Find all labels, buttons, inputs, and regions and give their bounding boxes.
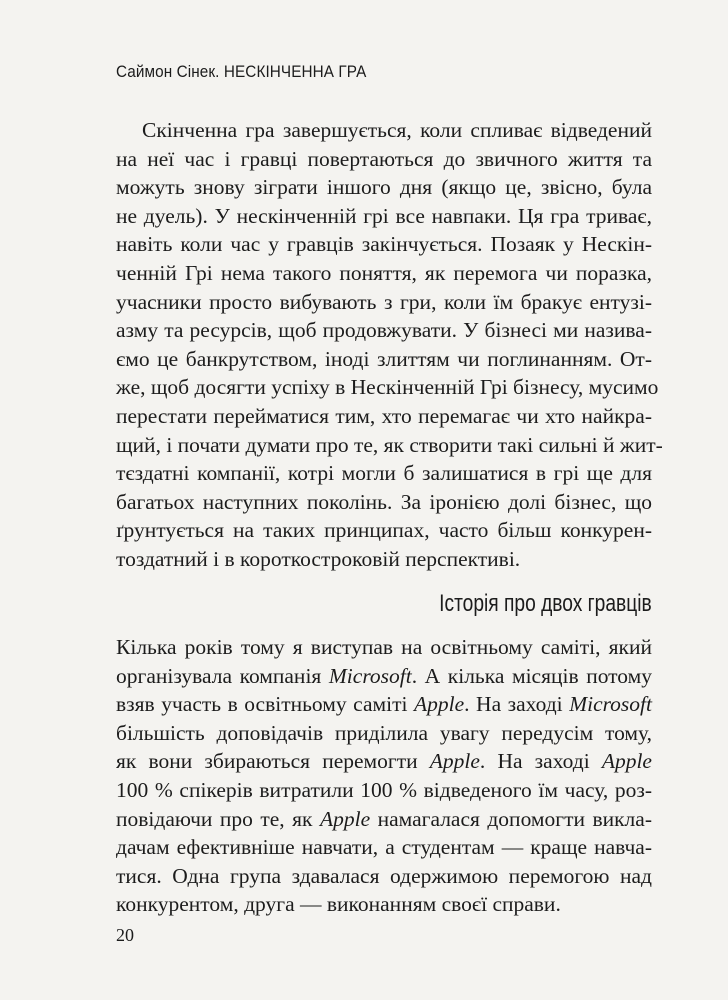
- text-segment: більшість доповідачів приділила увагу передусім тому,: [116, 720, 652, 745]
- text-segment: . А кілька місяців потому: [411, 663, 652, 688]
- text-segment: конкурентом, друга — виконанням своєї справи.: [116, 892, 561, 917]
- text-line: [116, 805, 652, 834]
- text-line: навіть коли час у гравців закінчується. Позаяк у Нескін-: [116, 232, 652, 257]
- text-line: [116, 633, 652, 662]
- text-segment: . На заході: [464, 692, 570, 717]
- section-heading: Історія про двох гравців: [439, 590, 652, 617]
- emphasized-term: Apple: [601, 749, 652, 774]
- text-line: на неї час і гравці повертаються до звичного життя та: [116, 146, 652, 171]
- emphasized-term: Apple: [413, 692, 465, 717]
- text-line: учасники просто вибувають з гри, коли їм бракує ентузі-: [116, 289, 652, 314]
- text-segment: . На заході: [479, 749, 602, 774]
- text-line: ємо це банкрутством, іноді злиттям чи поглинанням. От-: [116, 346, 652, 371]
- emphasized-term: Apple: [319, 806, 371, 831]
- text-line: [116, 662, 652, 691]
- text-line: [116, 862, 652, 891]
- text-segment: тися. Одна група здавалася одержимою перемогою над: [116, 863, 652, 888]
- text-line: перестати перейматися тим, хто перемагає чи хто найкра-: [116, 403, 652, 428]
- text-line: [116, 747, 652, 776]
- text-line: [116, 690, 652, 719]
- emphasized-term: Microsoft: [328, 663, 412, 688]
- text-segment: взяв участь в освітньому саміті: [116, 692, 414, 717]
- text-segment: дачам ефективніше навчати, а студентам — краще навча-: [116, 835, 652, 860]
- body-paragraph-1: [116, 116, 663, 574]
- text-line: [116, 776, 652, 805]
- text-line: щий, і почати думати про те, як створити такі сильні й жит-: [116, 432, 663, 457]
- text-line: же, щоб досягти успіху в Нескінченній Грі бізнесу, мусимо: [116, 375, 659, 400]
- text-segment: намагалася допомогти викла-: [370, 806, 652, 831]
- text-line: не дуель). У нескінченній грі все навпаки. Ця гра триває,: [116, 203, 652, 228]
- text-line: [116, 719, 652, 748]
- text-segment: як вони збираються перемогти: [116, 749, 430, 774]
- text-line: азму та ресурсів, щоб продовжувати. У бізнесі ми назива-: [116, 318, 652, 343]
- text-line: Скінченна гра завершується, коли спливає відведений: [142, 118, 652, 142]
- text-line: [116, 890, 652, 919]
- text-line: можуть знову зіграти іншого дня (якщо це, звісно, була: [116, 175, 652, 200]
- emphasized-term: Apple: [429, 749, 480, 774]
- text-line: ґрунтується на таких принципах, часто більш конкурен-: [116, 518, 652, 543]
- text-line: ченній Грі нема такого поняття, як перемога чи поразка,: [116, 260, 652, 285]
- body-paragraph-2: [116, 633, 652, 919]
- text-segment: 100 % спікерів витратили 100 % відведеного їм часу, роз-: [116, 777, 652, 802]
- text-line: [116, 833, 652, 862]
- emphasized-term: Microsoft: [569, 692, 652, 717]
- running-header: Саймон Сінек. НЕСКІНЧЕННА ГРА: [116, 62, 367, 81]
- text-line: багатьох наступних поколінь. За іронією долі бізнес, що: [116, 489, 652, 514]
- text-segment: Кілька років тому я виступав на освітньому саміті, який: [116, 635, 652, 659]
- text-line: тоздатний і в короткостроковій перспективі.: [116, 546, 521, 571]
- page-number: 20: [116, 925, 134, 945]
- text-line: тєздатні компанії, котрі могли б залишатися в грі ще для: [116, 461, 652, 486]
- text-segment: організувала компанія: [116, 663, 329, 688]
- text-segment: повідаючи про те, як: [116, 806, 320, 831]
